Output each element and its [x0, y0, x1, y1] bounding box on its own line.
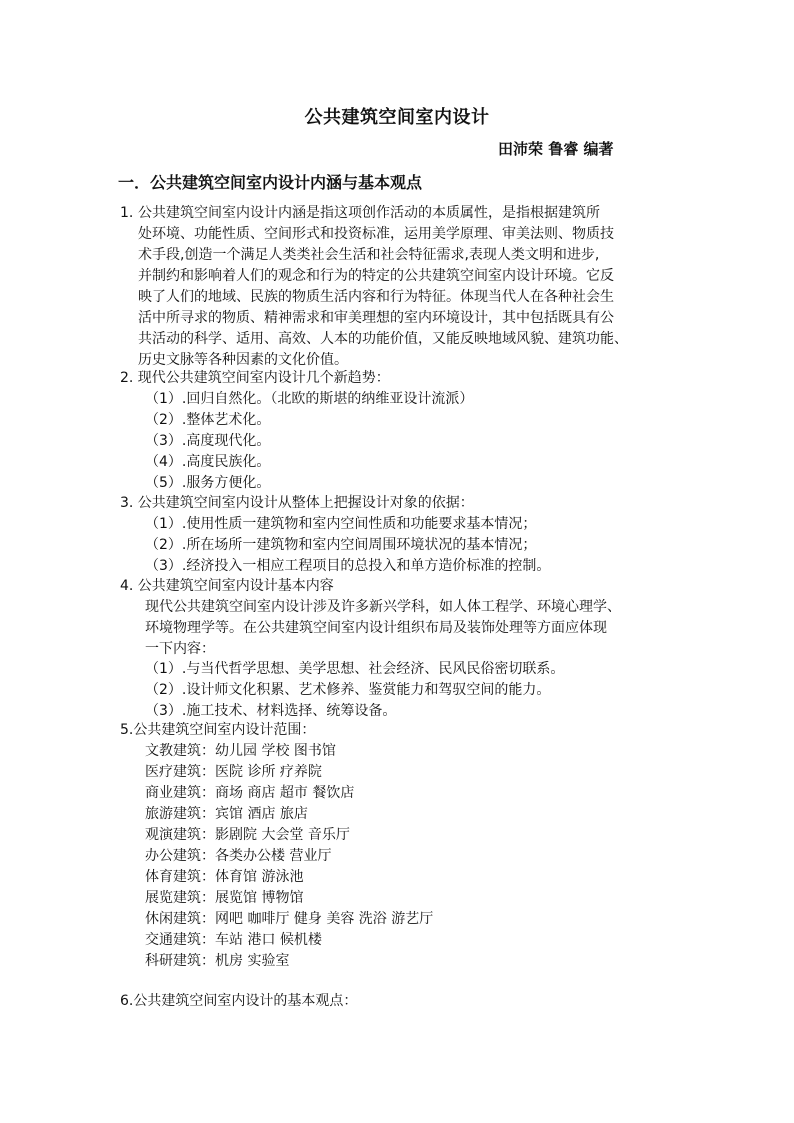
- scope-item: 文教建筑：幼儿园 学校 图书馆: [145, 743, 336, 759]
- scope-item: 科研建筑：机房 实验室: [145, 953, 290, 969]
- scope-item: 休闲建筑：网吧 咖啡厅 健身 美容 洗浴 游艺厅: [145, 911, 434, 927]
- item-3-heading: 3. 公共建筑空间室内设计从整体上把握设计对象的依据：: [120, 495, 474, 511]
- paragraph-line: 并制约和影响着人们的观念和行为的特定的公共建筑空间室内设计环境。它反: [138, 268, 614, 284]
- item-1-number: 1.: [120, 205, 134, 221]
- list-item: （2）.所在场所一建筑物和室内空间周围环境状况的基本情况；: [145, 537, 537, 553]
- scope-item: 商业建筑：商场 商店 超市 餐饮店: [145, 785, 355, 801]
- document-title: 公共建筑空间室内设计: [304, 107, 490, 128]
- document-authors: 田沛荣 鲁睿 编著: [498, 140, 614, 158]
- scope-item: 医疗建筑：医院 诊所 疗养院: [145, 764, 322, 780]
- paragraph-line: 环境物理学等。在公共建筑空间室内设计组织布局及装饰处理等方面应体现: [145, 620, 607, 636]
- paragraph-line: 活中所寻求的物质、精神需求和审美理想的室内环境设计，其中包括既具有公: [138, 310, 614, 326]
- list-item: （4）.高度民族化。: [145, 454, 271, 470]
- paragraph-line: 处环境、功能性质、空间形式和投资标准，运用美学原理、审美法则、物质技: [138, 226, 614, 242]
- scope-item: 体育建筑：体育馆 游泳池: [145, 869, 304, 885]
- list-item: （2）.整体艺术化。: [145, 412, 271, 428]
- paragraph-line: 公共建筑空间室内设计内涵是指这项创作活动的本质属性，是指根据建筑所: [138, 205, 600, 221]
- section-heading: 一．公共建筑空间室内设计内涵与基本观点: [118, 173, 423, 192]
- list-item: （1）.回归自然化。（北欧的斯堪的纳维亚设计流派）: [145, 391, 474, 407]
- scope-item: 办公建筑：各类办公楼 营业厅: [145, 848, 332, 864]
- scope-item: 展览建筑：展览馆 博物馆: [145, 890, 304, 906]
- paragraph-line: 术手段,创造一个满足人类类社会生活和社会特征需求,表现人类文明和进步,: [138, 247, 600, 263]
- list-item: （5）.服务方便化。: [145, 475, 271, 491]
- item-2-heading: 2. 现代公共建筑空间室内设计几个新趋势：: [120, 370, 390, 386]
- item-5-heading: 5.公共建筑空间室内设计范围：: [120, 722, 316, 738]
- item-4-paragraph: [145, 597, 683, 660]
- paragraph-line: 一下内容：: [145, 641, 215, 657]
- list-item: （1）.与当代哲学思想、美学思想、社会经济、民风民俗密切联系。: [145, 661, 565, 677]
- scope-item: 交通建筑：车站 港口 候机楼: [145, 932, 322, 948]
- scope-item: 旅游建筑：宾馆 酒店 旅店: [145, 806, 308, 822]
- list-item: （3）.施工技术、材料选择、统筹设备。: [145, 703, 397, 719]
- paragraph-line: 历史文脉等各种因素的文化价值。: [138, 352, 348, 368]
- list-item: （2）.设计师文化积累、艺术修养、鉴赏能力和驾驭空间的能力。: [145, 682, 551, 698]
- scope-item: 观演建筑：影剧院 大会堂 音乐厅: [145, 827, 350, 843]
- item-2-list: [145, 389, 473, 494]
- item-5-scope-list: [145, 741, 433, 972]
- list-item: （3）.经济投入一相应工程项目的总投入和单方造价标准的控制。: [145, 558, 551, 574]
- item-1-paragraph: [138, 203, 678, 371]
- item-3-list: [145, 514, 550, 577]
- paragraph-line: 现代公共建筑空间室内设计涉及许多新兴学科，如人体工程学、环境心理学、: [145, 599, 621, 615]
- list-item: （1）.使用性质一建筑物和室内空间性质和功能要求基本情况；: [145, 516, 537, 532]
- paragraph-line: 共活动的科学、适用、高效、人本的功能价值，又能反映地域风貌、建筑功能、: [138, 331, 628, 347]
- list-item: （3）.高度现代化。: [145, 433, 271, 449]
- paragraph-line: 映了人们的地域、民族的物质生活内容和行为特征。体现当代人在各种社会生: [138, 289, 614, 305]
- item-6-heading: 6.公共建筑空间室内设计的基本观点：: [120, 993, 358, 1009]
- item-4-list: [145, 659, 564, 722]
- item-4-heading: 4. 公共建筑空间室内设计基本内容: [120, 578, 334, 594]
